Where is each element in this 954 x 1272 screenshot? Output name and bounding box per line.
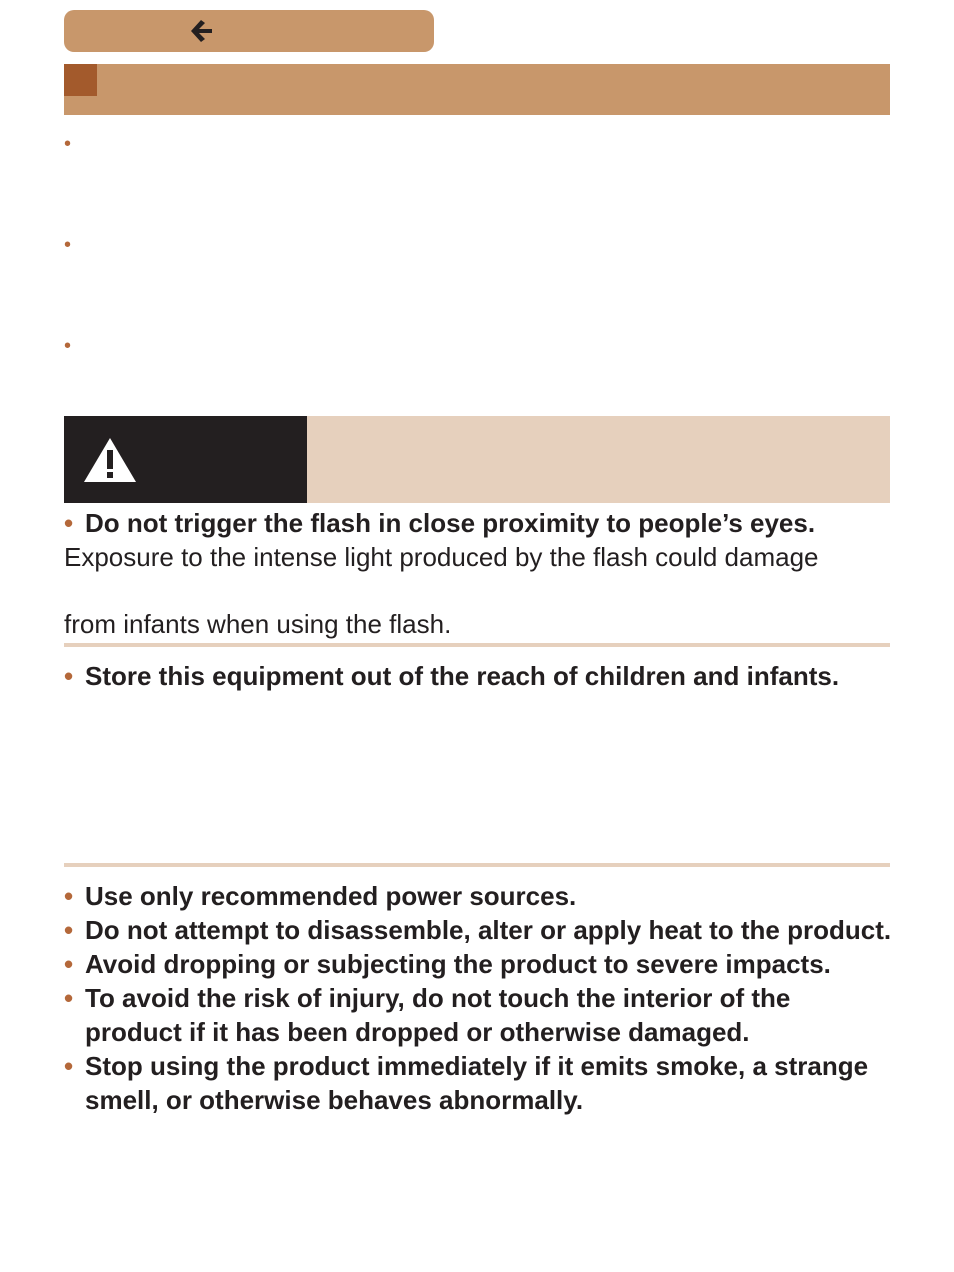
flash-warning-text-line: from infants when using the flash. bbox=[64, 609, 452, 639]
list-item: • Stop using the product immediately if it emits smoke, a strange smell, or otherwise behaves abnormally. bbox=[64, 1049, 894, 1117]
bullet-marker: • bbox=[64, 133, 72, 155]
navigation-bar bbox=[64, 10, 434, 52]
section-header-bar bbox=[64, 64, 890, 115]
bullet-marker: • bbox=[64, 508, 74, 538]
flash-warning-item bbox=[64, 506, 894, 540]
warning-label-block bbox=[64, 416, 307, 503]
list-item: • Avoid dropping or subjecting the product to severe impacts. bbox=[64, 947, 894, 981]
bullet-marker: • bbox=[64, 335, 72, 357]
flash-warning-text-line: Exposure to the intense light produced by the flash could damage bbox=[64, 542, 819, 572]
bullet-marker: • bbox=[64, 661, 74, 691]
section-divider bbox=[64, 863, 890, 867]
section-marker bbox=[64, 64, 97, 96]
section-divider bbox=[64, 643, 890, 647]
bullet-marker: • bbox=[64, 234, 72, 256]
warning-triangle-icon bbox=[82, 436, 138, 484]
list-item: • To avoid the risk of injury, do not touch the interior of the product if it has been dropped or otherwise damaged. bbox=[64, 981, 894, 1049]
safety-list bbox=[64, 879, 894, 1117]
storage-warning-item bbox=[64, 659, 894, 693]
back-arrow-icon[interactable] bbox=[190, 18, 214, 44]
storage-warning-heading: Store this equipment out of the reach of children and infants. bbox=[85, 661, 840, 691]
list-item: • Do not attempt to disassemble, alter or apply heat to the product. bbox=[64, 913, 894, 947]
flash-warning-heading: Do not trigger the flash in close proximity to people’s eyes. bbox=[85, 508, 816, 538]
list-item: • Use only recommended power sources. bbox=[64, 879, 894, 913]
warning-banner bbox=[64, 416, 890, 503]
